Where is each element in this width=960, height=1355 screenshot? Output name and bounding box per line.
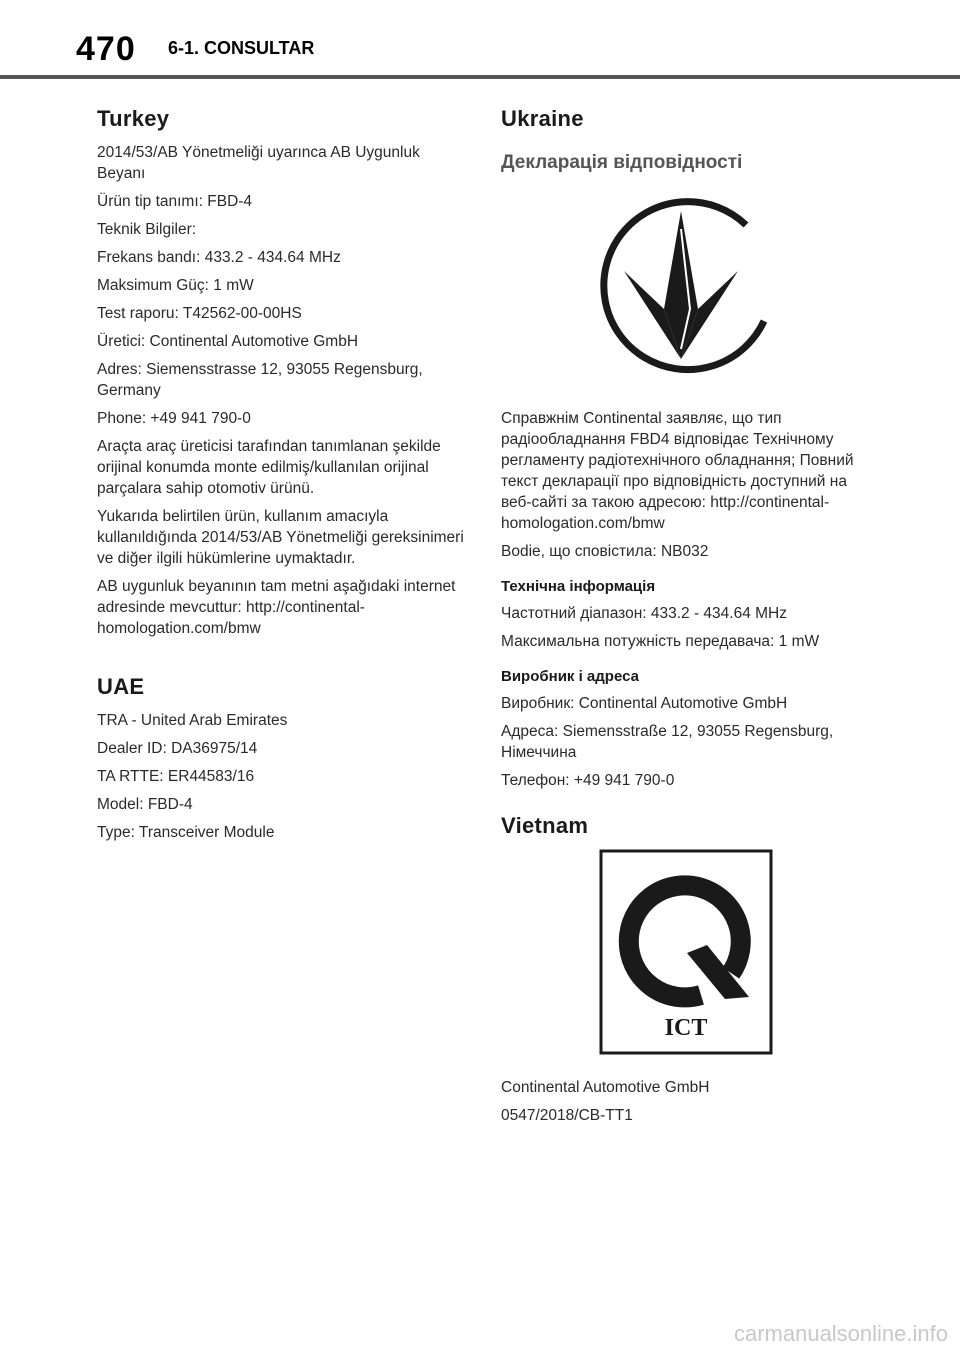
ukraine-body-line: Bodie, що сповістила: NB032 — [501, 543, 709, 560]
page-number: 470 — [76, 30, 136, 68]
turkey-line: AB uygunluk beyanının tam metni aşağıdaki internet adresinde mevcuttur: http://continental-homologation.com/bmw — [97, 578, 456, 637]
ukraine-tech-line: Максимальна потужність передавача: 1 mW — [501, 633, 820, 650]
vietnam-line: Continental Automotive GmbH — [501, 1079, 710, 1096]
uae-heading: UAE — [97, 674, 145, 699]
turkey-line: Adres: Siemensstrasse 12, 93055 Regensburg, Germany — [97, 361, 423, 399]
turkey-line: Araçta araç üreticisi tarafından tanımlanan şekilde orijinal konumda monte edilmiş/kullanılan orijinal parçalara sahip otomotiv ürünü. — [97, 438, 441, 497]
ukraine-subheading: Декларація відповідності — [501, 152, 743, 173]
left-column — [97, 100, 467, 850]
ukraine-maker-heading: Виробник і адреса — [501, 668, 639, 685]
turkey-line: Phone: +49 941 790-0 — [97, 410, 251, 427]
turkey-line: Maksimum Güç: 1 mW — [97, 277, 254, 294]
uae-line: TA RTTE: ER44583/16 — [97, 768, 255, 785]
turkey-line: Teknik Bilgiler: — [97, 221, 197, 238]
vietnam-line: 0547/2018/CB-TT1 — [501, 1107, 633, 1124]
watermark: carmanualsonline.info — [733, 1321, 948, 1346]
ukraine-maker-line: Виробник: Continental Automotive GmbH — [501, 695, 788, 712]
vietnam-heading: Vietnam — [501, 813, 589, 838]
turkey-line: Ürün tip tanımı: FBD-4 — [97, 193, 253, 210]
header-divider — [0, 75, 960, 79]
right-column — [501, 100, 871, 1133]
uae-line: TRA - United Arab Emirates — [97, 712, 288, 729]
page-header — [0, 0, 960, 78]
ict-logo-text: ICT — [664, 1015, 708, 1041]
ukraine-paragraph: Справжнім Continental заявляє, що тип радіообладнання FBD4 відповідає Технічному регламенту радіотехнічного обладнання; Повний текст декларації про відповідність доступний на веб-сайті за такою адресою: http://continental-homologation.com/bmw — [501, 410, 854, 532]
uae-line: Model: FBD-4 — [97, 796, 193, 813]
turkey-line: Üretici: Continental Automotive GmbH — [97, 333, 359, 350]
turkey-line: Yukarıda belirtilen ürün, kullanım amacıyla kullanıldığında 2014/53/AB Yönetmeliği gereksinimeri ve diğer ilgili hükümlerine uymaktadır. — [97, 508, 464, 567]
ukraine-tech-line: Частотний діапазон: 433.2 - 434.64 MHz — [501, 605, 787, 622]
turkey-line: Frekans bandı: 433.2 - 434.64 MHz — [97, 249, 341, 266]
ukraine-heading: Ukraine — [501, 106, 584, 131]
ukraine-maker-line: Адреса: Siemensstraße 12, 93055 Regensburg, Німеччина — [501, 723, 834, 761]
ukraine-tech-heading: Технічна інформація — [501, 578, 656, 595]
ict-quality-mark-icon — [599, 849, 773, 1055]
turkey-heading: Turkey — [97, 106, 170, 131]
section-title: 6-1. CONSULTAR — [168, 38, 315, 58]
turkey-line: Test raporu: T42562-00-00HS — [97, 305, 302, 322]
turkey-line: 2014/53/AB Yönetmeliği uyarınca AB Uygunluk Beyanı — [97, 144, 420, 182]
ua-conformity-mark-icon — [586, 189, 786, 389]
uae-line: Dealer ID: DA36975/14 — [97, 740, 258, 757]
uae-line: Type: Transceiver Module — [97, 824, 275, 841]
ukraine-maker-line: Телефон: +49 941 790-0 — [501, 772, 675, 789]
